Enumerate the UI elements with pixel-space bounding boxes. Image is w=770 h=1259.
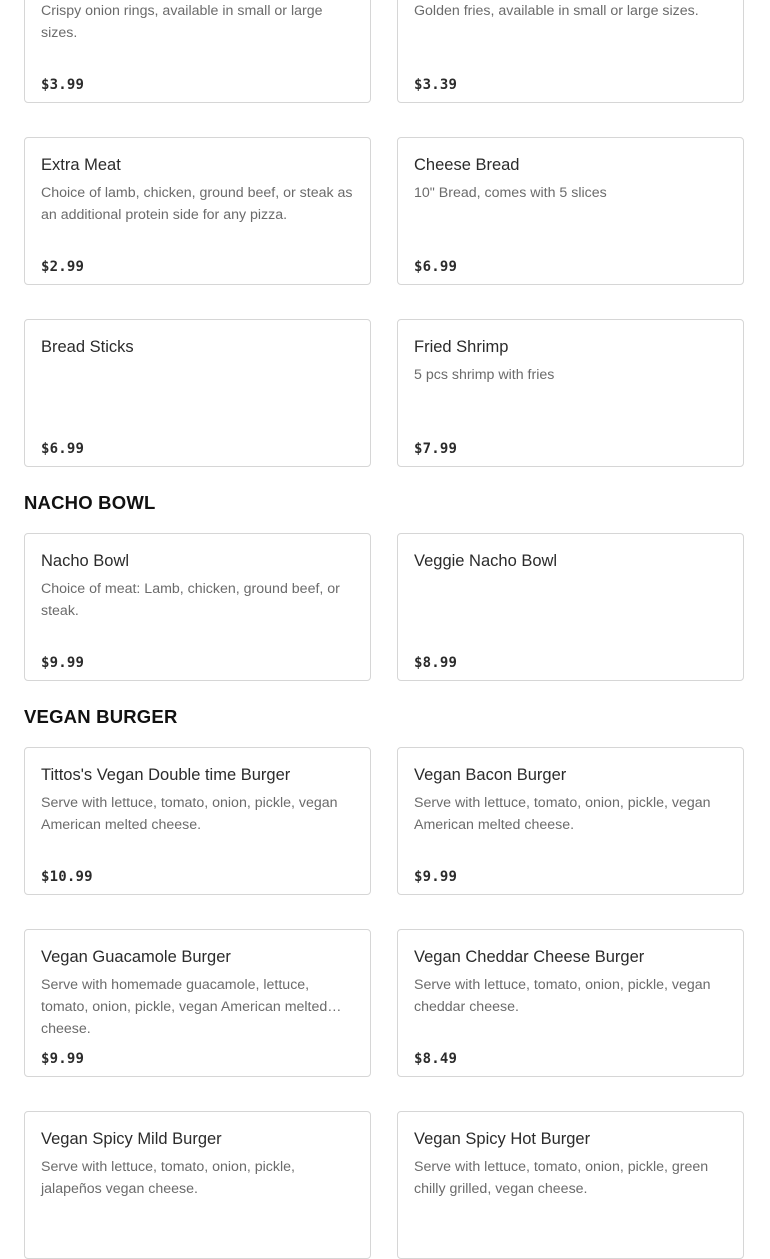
item-price: $9.99: [41, 1051, 85, 1067]
item-price: $9.99: [41, 655, 85, 671]
item-name: Nacho Bowl: [41, 552, 130, 570]
item-price: $8.49: [414, 1051, 458, 1067]
item-name: Veggie Nacho Bowl: [414, 552, 558, 570]
item-price: $6.99: [41, 441, 85, 457]
item-name: Vegan Guacamole Burger: [41, 948, 231, 966]
item-price: $2.99: [41, 259, 85, 275]
menu-item-tittos-vegan-double[interactable]: [24, 747, 371, 895]
menu-item-nacho-bowl[interactable]: [24, 533, 371, 681]
item-name: Tittos's Vegan Double time Burger: [41, 766, 291, 784]
item-description: Crispy onion rings, available in small or large sizes.: [41, 3, 323, 41]
item-description: Choice of meat: Lamb, chicken, ground beef, or steak.: [41, 581, 340, 619]
item-description: Serve with lettuce, tomato, onion, pickle, jalapeños vegan cheese.: [41, 1159, 295, 1197]
item-name: Bread Sticks: [41, 338, 134, 356]
menu-item-vegan-cheddar-burger[interactable]: [397, 929, 744, 1077]
menu-item-fries[interactable]: [397, 0, 744, 103]
item-price: $3.39: [414, 77, 458, 93]
menu-item-cheese-bread[interactable]: [397, 137, 744, 285]
menu-item-fried-shrimp[interactable]: [397, 319, 744, 467]
menu-item-veggie-nacho-bowl[interactable]: [397, 533, 744, 681]
section-title-nacho-bowl: NACHO BOWL: [24, 492, 156, 513]
item-name: Fried Shrimp: [414, 338, 509, 356]
item-price: $9.99: [414, 869, 458, 885]
menu-item-onion-rings[interactable]: [24, 0, 371, 103]
menu-item-vegan-spicy-hot-burger[interactable]: [397, 1111, 744, 1259]
item-description: Serve with lettuce, tomato, onion, pickle, green chilly grilled, vegan cheese.: [414, 1159, 709, 1197]
item-price: $7.99: [414, 441, 458, 457]
item-price: $6.99: [414, 259, 458, 275]
item-description: 10" Bread, comes with 5 slices: [414, 185, 607, 201]
item-description: Serve with lettuce, tomato, onion, pickle, vegan cheddar cheese.: [414, 977, 711, 1015]
item-name: Vegan Spicy Mild Burger: [41, 1130, 222, 1148]
menu-item-extra-meat[interactable]: [24, 137, 371, 285]
item-description: Golden fries, available in small or large sizes.: [414, 3, 699, 19]
menu-item-bread-sticks[interactable]: [24, 319, 371, 467]
item-price: $8.99: [414, 655, 458, 671]
item-description: Serve with lettuce, tomato, onion, pickle, vegan American melted cheese.: [41, 795, 338, 833]
section-title-vegan-burger: VEGAN BURGER: [24, 706, 178, 727]
menu-item-vegan-bacon-burger[interactable]: [397, 747, 744, 895]
item-name: Cheese Bread: [414, 156, 520, 174]
item-description: Choice of lamb, chicken, ground beef, or steak as an additional protein side for any pizza.: [41, 185, 353, 223]
item-name: Extra Meat: [41, 156, 121, 174]
item-description: 5 pcs shrimp with fries: [414, 367, 555, 383]
item-price: $3.99: [41, 77, 85, 93]
item-name: Vegan Bacon Burger: [414, 766, 567, 784]
menu-item-vegan-spicy-mild-burger[interactable]: [24, 1111, 371, 1259]
item-name: Vegan Spicy Hot Burger: [414, 1130, 591, 1148]
item-name: Vegan Cheddar Cheese Burger: [414, 948, 645, 966]
item-price: $10.99: [41, 869, 93, 885]
item-description: Serve with lettuce, tomato, onion, pickle, vegan American melted cheese.: [414, 795, 711, 833]
menu-item-vegan-guacamole-burger[interactable]: [24, 929, 371, 1077]
item-description: Serve with homemade guacamole, lettuce, tomato, onion, pickle, vegan American melted cheese.: [41, 977, 328, 1037]
